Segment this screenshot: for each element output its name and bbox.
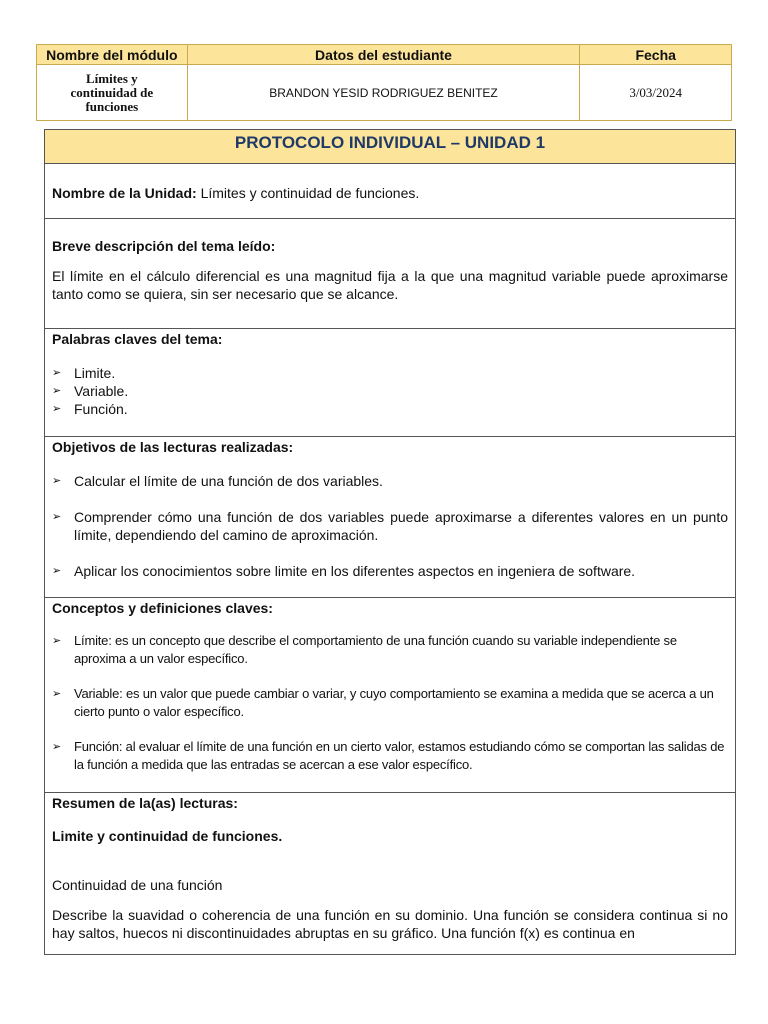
arrowhead-bullet-icon: ➢	[52, 475, 62, 487]
objectives-heading: Objetivos de las lecturas realizadas:	[52, 439, 294, 455]
objectives-section	[45, 437, 735, 598]
list-item	[52, 738, 728, 774]
student-name-cell: BRANDON YESID RODRIGUEZ BENITEZ	[187, 65, 580, 121]
module-name-line: funciones	[85, 98, 139, 114]
keywords-list	[52, 364, 728, 418]
unit-section	[45, 164, 735, 219]
arrowhead-bullet-icon: ➢	[52, 511, 62, 523]
concept-text: Función: al evaluar el límite de una función en un cierto valor, estamos estudiando cómo se comportan las salidas de la función a medida que las entradas se acercan a ese valor específico.	[74, 739, 725, 772]
summary-heading: Resumen de la(as) lecturas:	[52, 795, 238, 811]
arrowhead-bullet-icon: ➢	[52, 741, 62, 753]
list-item	[52, 562, 728, 580]
concept-text: Límite: es un concepto que describe el comportamiento de una función cuando su variable independiente se aproxima a un valor específico.	[74, 633, 677, 666]
objective-text: Aplicar los conocimientos sobre limite en los diferentes aspectos en ingeniera de software.	[74, 563, 636, 579]
objective-text: Calcular el límite de una función de dos variables.	[74, 473, 383, 489]
objectives-list	[52, 472, 728, 580]
list-item	[52, 508, 728, 544]
module-header-table	[36, 44, 732, 121]
module-name-line: Límites y	[86, 70, 138, 86]
list-item	[52, 364, 728, 382]
module-name-line: continuidad de	[70, 84, 154, 100]
list-item	[52, 400, 728, 418]
arrowhead-bullet-icon: ➢	[52, 367, 62, 379]
header-student-col: Datos del estudiante	[187, 45, 580, 65]
concepts-section	[45, 598, 735, 793]
keywords-heading: Palabras claves del tema:	[52, 331, 223, 347]
module-name-cell	[37, 65, 188, 121]
list-item	[52, 382, 728, 400]
arrowhead-bullet-icon: ➢	[52, 635, 62, 647]
arrowhead-bullet-icon: ➢	[52, 688, 62, 700]
arrowhead-bullet-icon: ➢	[52, 385, 62, 397]
concept-text: Variable: es un valor que puede cambiar o variar, y cuyo comportamiento se examina a medida que se acerca a un cierto punto o valor específico.	[74, 686, 714, 719]
date-cell: 3/03/2024	[580, 65, 732, 121]
description-section	[45, 219, 735, 329]
description-text: El límite en el cálculo diferencial es una magnitud fija a la que una magnitud variable puede aproximarse tanto como se quiera, sin ser necesario que se alcance.	[52, 268, 728, 302]
summary-section	[45, 793, 735, 954]
keyword-text: Función.	[74, 401, 128, 417]
arrowhead-bullet-icon: ➢	[52, 403, 62, 415]
description-heading: Breve descripción del tema leído:	[52, 238, 276, 254]
arrowhead-bullet-icon: ➢	[52, 565, 62, 577]
header-module-col: Nombre del módulo	[37, 45, 188, 65]
unit-value: Límites y continuidad de funciones.	[200, 185, 420, 201]
keyword-text: Variable.	[74, 383, 129, 399]
unit-label: Nombre de la Unidad:	[52, 185, 197, 201]
summary-text: Describe la suavidad o coherencia de una función en su dominio. Una función se considera continua si no hay saltos, huecos ni discontinuidades abruptas en su gráfico. Una función f(x) es continua en	[52, 907, 728, 941]
summary-topic: Continuidad de una función	[52, 877, 223, 893]
keyword-text: Limite.	[74, 365, 116, 381]
objective-text: Comprender cómo una función de dos variables puede aproximarse a diferentes valores en un punto límite, dependiendo del camino de aproximación.	[74, 509, 728, 543]
concepts-heading: Conceptos y definiciones claves:	[52, 600, 273, 616]
concepts-list	[52, 632, 728, 774]
list-item	[52, 472, 728, 490]
header-date-col: Fecha	[580, 45, 732, 65]
summary-subheading: Limite y continuidad de funciones.	[52, 828, 283, 844]
list-item	[52, 685, 728, 721]
list-item	[52, 632, 728, 668]
protocol-title: PROTOCOLO INDIVIDUAL – UNIDAD 1	[45, 130, 735, 164]
protocol-table	[44, 129, 736, 955]
keywords-section	[45, 329, 735, 437]
